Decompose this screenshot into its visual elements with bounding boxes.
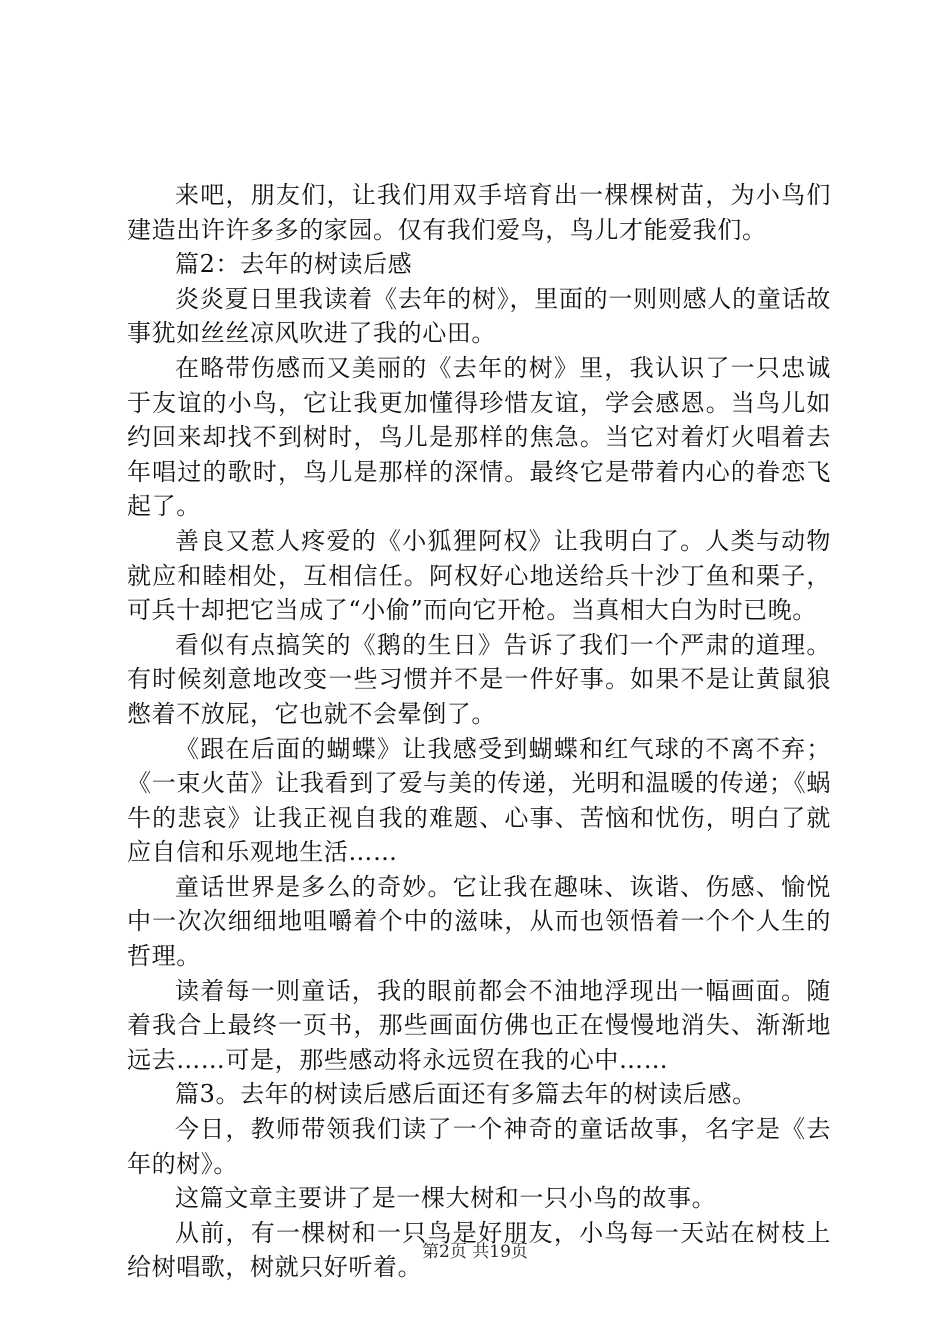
document-body (127, 178, 831, 1285)
paragraph: 善良又惹人疼爱的《小狐狸阿权》让我明白了。人类与动物就应和睦相处，互相信任。阿权好心地送给兵十沙丁鱼和栗子，可兵十却把它当成了“小偷”而向它开枪。当真相大白为时已晚。 (127, 526, 831, 625)
paragraph: 《跟在后面的蝴蝶》让我感受到蝴蝶和红气球的不离不弃；《一束火苗》让我看到了爱与美的传递，光明和温暖的传递；《蜗牛的悲哀》让我正视自我的难题、心事、苦恼和忧伤，明白了就应自信和乐观地生活…… (127, 734, 831, 867)
page-number-footer: 第2页 共19页 (422, 1242, 528, 1262)
paragraph: 读着每一则童话，我的眼前都会不油地浮现出一幅画面。随着我合上最终一页书，那些画面仿佛也正在慢慢地消失、渐渐地远去……可是，那些感动将永远贸在我的心中…… (127, 976, 831, 1074)
paragraph: 炎炎夏日里我读着《去年的树》，里面的一则则感人的童话故事犹如丝丝凉风吹进了我的心田。 (127, 284, 831, 348)
section-heading: 篇2：去年的树读后感 (175, 250, 413, 279)
paragraph: 这篇文章主要讲了是一棵大树和一只小鸟的故事。 (175, 1184, 717, 1213)
paragraph: 来吧，朋友们，让我们用双手培育出一棵棵树苗，为小鸟们建造出许许多多的家园。仅有我们爱鸟，鸟儿才能爱我们。 (127, 181, 831, 244)
paragraph: 看似有点搞笑的《鹅的生日》告诉了我们一个严肃的道理。有时候刻意地改变一些习惯并不是一件好事。如果不是让黄鼠狼憋着不放屁，它也就不会晕倒了。 (127, 630, 831, 728)
paragraph: 在略带伤感而又美丽的《去年的树》里，我认识了一只忠诚于友谊的小鸟，它让我更加懂得珍惜友谊，学会感恩。当鸟儿如约回来却找不到树时，鸟儿是那样的焦急。当它对着灯火唱着去年唱过的歌时，鸟儿是那样的深情。最终它是带着内心的眷恋飞起了。 (127, 353, 831, 521)
paragraph: 童话世界是多么的奇妙。它让我在趣味、诙谐、伤感、愉悦中一次次细细地咀嚼着个中的滋味，从而也领悟着一个个人生的哲理。 (127, 872, 831, 971)
section-heading: 篇3。去年的树读后感后面还有多篇去年的树读后感。 (175, 1080, 757, 1109)
paragraph: 从前，有一棵树和一只鸟是好朋友，小鸟每一天站在树枝上给树唱歌，树就只好听着。 (127, 1218, 831, 1282)
paragraph: 今日，教师带领我们读了一个神奇的童话故事，名字是《去年的树》。 (127, 1115, 831, 1178)
